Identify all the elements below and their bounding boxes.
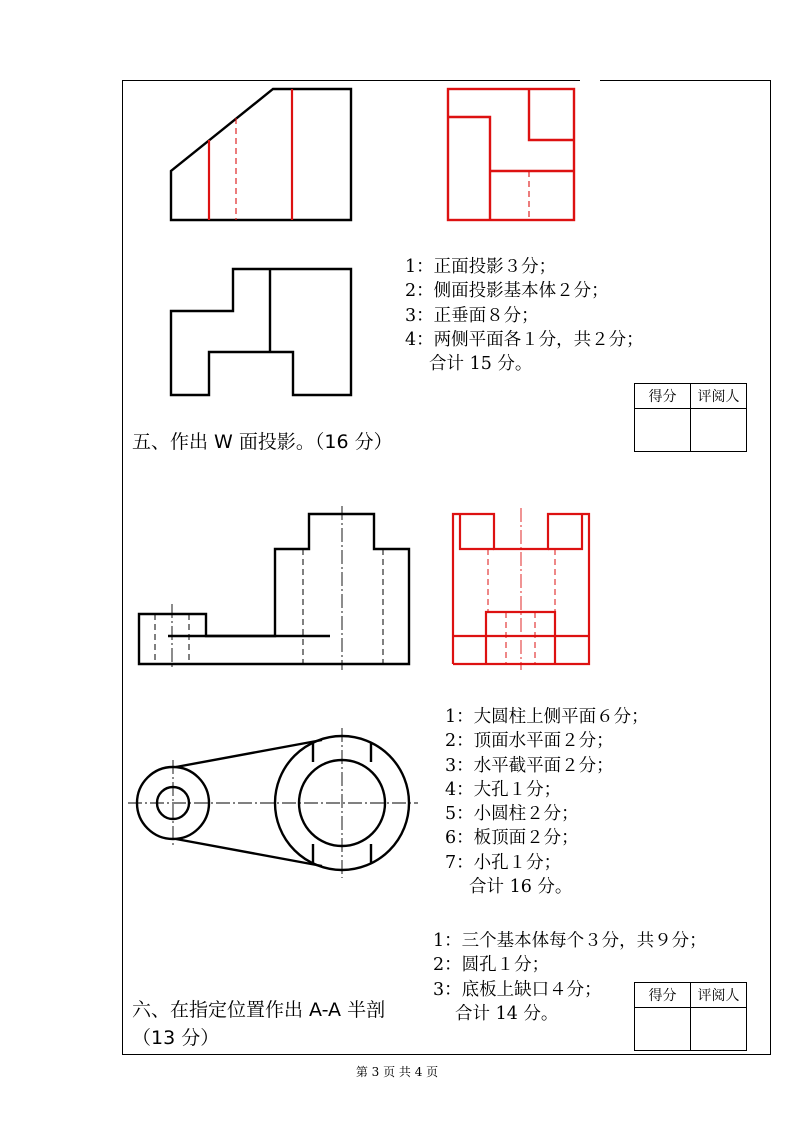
section-five-side-view-answer [446, 505, 596, 675]
grading-notes-top [405, 255, 644, 376]
score-cell[interactable] [635, 409, 691, 452]
section-five-heading: 五、作出 W 面投影。（16 分） [132, 431, 393, 453]
grading-notes-middle [445, 705, 649, 899]
side-view-answer-drawing [440, 84, 585, 229]
grader-label: 评阅人 [691, 384, 747, 409]
score-label: 得分 [635, 983, 691, 1008]
note-line: 2：圆孔１分； [433, 955, 550, 976]
page-number-footer: 第 3 页 共 4 页 [355, 1065, 439, 1079]
note-line: 3：底板上缺口４分； [433, 979, 602, 1000]
note-line: 2：侧面投影基本体２分； [405, 281, 609, 302]
note-line: 1：三个基本体每个３分，共９分； [433, 931, 707, 951]
score-table-1 [634, 383, 747, 452]
note-total: 合计 15 分。 [429, 354, 533, 375]
frame-bottom [122, 1054, 771, 1055]
grader-cell[interactable] [691, 409, 747, 452]
grader-cell[interactable] [691, 1008, 747, 1051]
frame-left [122, 80, 123, 1055]
note-line: 3：水平截平面２分； [445, 755, 614, 776]
front-view-drawing [160, 84, 360, 229]
frame-top-left [122, 80, 580, 81]
section-six-heading-line1: 六、在指定位置作出 A-A 半剖 [132, 999, 386, 1021]
note-total: 合计 14 分。 [455, 1003, 559, 1024]
grader-label: 评阅人 [691, 983, 747, 1008]
section-six-top-view [125, 730, 425, 880]
section-six-heading-line2: （13 分） [132, 1027, 220, 1049]
note-total: 合计 16 分。 [469, 877, 573, 898]
section-five-front-view [132, 505, 417, 675]
frame-right [770, 80, 771, 1055]
note-line: 4：大孔１分； [445, 779, 562, 800]
note-line: 4：两侧平面各１分，共２分； [405, 329, 644, 350]
note-line: 5：小圆柱２分； [445, 804, 579, 825]
note-line: 3：正垂面８分； [405, 305, 539, 326]
score-label: 得分 [635, 384, 691, 409]
note-line: 7：小孔１分； [445, 852, 562, 873]
top-view-drawing [160, 262, 360, 402]
score-cell[interactable] [635, 1008, 691, 1051]
section-six-heading [132, 996, 385, 1052]
score-table-2 [634, 982, 747, 1051]
frame-top-right [600, 80, 771, 81]
note-line: 2：顶面水平面２分； [445, 731, 614, 752]
note-line: 1：大圆柱上侧平面６分； [445, 707, 649, 727]
note-line: 6：板顶面２分； [445, 828, 579, 849]
note-line: 1：正面投影３分； [405, 257, 557, 277]
